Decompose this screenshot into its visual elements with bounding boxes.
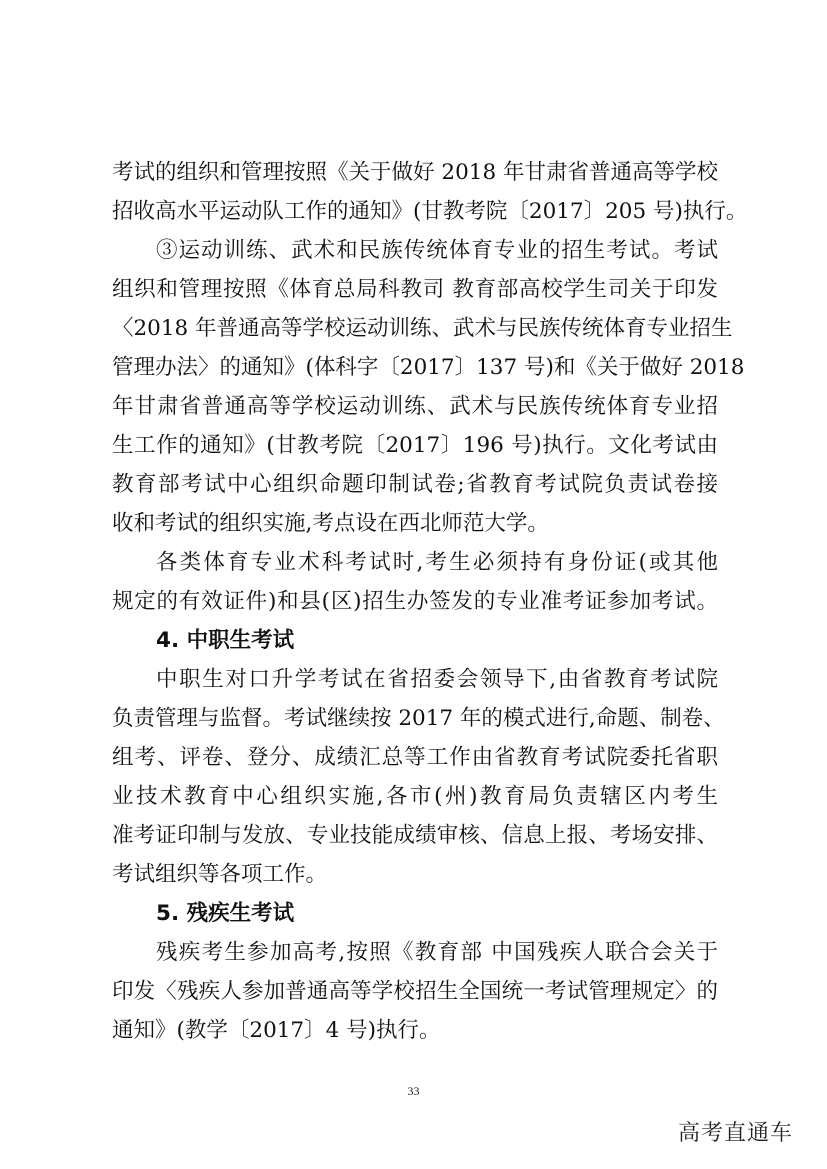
text-line: 组考、评卷、登分、成绩汇总等工作由省教育考试院委托省职 [112, 745, 718, 770]
section-heading-4: 4. 中职生考试 [156, 628, 295, 653]
text-line: 通知》(教学〔2017〕4 号)执行。 [112, 1018, 441, 1043]
text-line: ③运动训练、武术和民族传统体育专业的招生考试。考试 [156, 238, 718, 263]
text-line: 招收高水平运动队工作的通知》(甘教考院〔2017〕205 号)执行。 [112, 199, 748, 224]
text-line: 各类体育专业术科考试时,考生必须持有身份证(或其他 [156, 550, 718, 575]
text-line: 管理办法〉的通知》(体科字〔2017〕137 号)和《关于做好 2018 [112, 355, 745, 380]
text-line: 规定的有效证件)和县(区)招生办签发的专业准考证参加考试。 [112, 589, 718, 614]
text-line: 考试的组织和管理按照《关于做好 2018 年甘肃省普通高等学校 [112, 160, 718, 185]
text-line: 负责管理与监督。考试继续按 2017 年的模式进行,命题、制卷、 [112, 706, 725, 731]
text-line: 考试组织等各项工作。 [112, 862, 328, 887]
watermark: 高考直通车 [678, 1121, 794, 1146]
text-line: 〈2018 年普通高等学校运动训练、武术与民族传统体育专业招生 [112, 316, 733, 341]
page-number: 33 [407, 1084, 420, 1098]
text-line: 组织和管理按照《体育总局科教司 教育部高校学生司关于印发 [112, 277, 718, 302]
text-line: 残疾考生参加高考,按照《教育部 中国残疾人联合会关于 [156, 940, 718, 965]
section-heading-5: 5. 残疾生考试 [156, 901, 295, 926]
text-line: 业技术教育中心组织实施,各市(州)教育局负责辖区内考生 [112, 784, 718, 809]
text-line: 生工作的通知》(甘教考院〔2017〕196 号)执行。文化考试由 [112, 433, 718, 458]
text-line: 中职生对口升学考试在省招委会领导下,由省教育考试院 [156, 667, 718, 692]
text-line: 年甘肃省普通高等学校运动训练、武术与民族传统体育专业招 [112, 394, 718, 419]
text-line: 教育部考试中心组织命题印制试卷;省教育考试院负责试卷接 [112, 472, 718, 497]
text-line: 印发〈残疾人参加普通高等学校招生全国统一考试管理规定〉的 [112, 979, 718, 1004]
text-line: 收和考试的组织实施,考点设在西北师范大学。 [112, 511, 549, 536]
text-line: 准考证印制与发放、专业技能成绩审核、信息上报、考场安排、 [112, 823, 718, 848]
